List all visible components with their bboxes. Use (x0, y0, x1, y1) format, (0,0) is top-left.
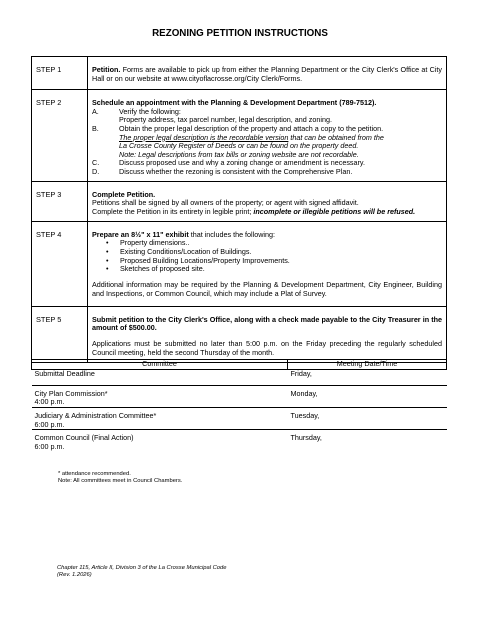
step-label: STEP 2 (32, 90, 88, 182)
meeting-time: 6:00 p.m. (34, 441, 65, 451)
committee-cell (32, 369, 288, 385)
column-header: Committee (32, 360, 288, 370)
step-body (88, 57, 447, 90)
footer (57, 565, 226, 579)
bullet-text: Existing Conditions/Location of Buildings. (120, 246, 252, 256)
bullet-text: Proposed Building Locations/Property Improvements. (120, 255, 290, 265)
date-cell: Friday, (290, 368, 312, 378)
item-detail: La Crosse County Register of Deeds or can be found on the property deed. (119, 141, 359, 151)
date-cell: Tuesday, (288, 407, 447, 429)
step-lead: Schedule an appointment with the Planning & Development Department (789-7512). (92, 98, 377, 107)
step-text: Petitions shall be signed by all owners of the property; or agent with signed affidavit. (92, 198, 359, 208)
step-text: Additional information may be required by the Planning & Development Department, City Engineer, Building and Inspections, or Common Council, which may include a Plat of Survey. (92, 279, 442, 298)
step-lead: Prepare an 8½" x 11" exhibit (92, 229, 189, 239)
step-label: STEP 1 (32, 57, 88, 90)
step-row (32, 57, 447, 90)
bullet-item (92, 265, 442, 274)
step-lead: Petition. (92, 65, 121, 74)
step-row (32, 221, 447, 306)
table-notes (58, 471, 182, 485)
step-label: STEP 3 (32, 181, 88, 221)
meeting-schedule-table (31, 359, 447, 451)
step-label: STEP 4 (32, 221, 88, 306)
code-reference: Chapter 115, Article II, Division 3 of the La Crosse Municipal Code (57, 565, 227, 571)
step-text-part: Complete the Petition in its entirety in legible print; (92, 207, 254, 217)
step-text: Forms are available to pick up from either the Planning Department or the City Clerk's Office at City Hall or on our website at www.cityoflacrosse.org/City Clerk/Forms. (92, 65, 442, 83)
item-letter: B. (92, 123, 99, 133)
bullet-text: Sketches of proposed site. (120, 264, 205, 274)
table-row (32, 430, 447, 452)
step-label: STEP 5 (32, 306, 88, 362)
page-title: REZONING PETITION INSTRUCTIONS (152, 28, 328, 39)
table-header-row (32, 360, 447, 370)
revision-note: (Rev. 1.2026) (57, 572, 92, 579)
bullet-text: Property dimensions.. (120, 238, 190, 248)
emphasis-text: The proper legal description is the recordable version (119, 132, 289, 142)
table-row (32, 407, 447, 429)
step-body (88, 221, 447, 306)
committee-cell (32, 385, 288, 407)
committee-cell (32, 430, 288, 452)
step-text: Applications must be submitted no later than 5:00 p.m. on the Friday preceding the regularly scheduled Council meeting, held the second Thursday of the month. (92, 338, 442, 357)
item-letter: C. (92, 158, 100, 168)
warning-text: incomplete or illegible petitions will be refused. (253, 207, 416, 217)
committee-name: Judiciary & Administration Committee* (34, 410, 157, 420)
step-row (32, 181, 447, 221)
attendance-note: * attendance recommended. (58, 471, 131, 477)
item-text: Discuss whether the rezoning is consistent with the Comprehensive Plan. (119, 167, 353, 177)
item-letter: D. (92, 167, 100, 177)
step-row (32, 90, 447, 182)
bullet-icon: • (106, 255, 109, 265)
step-lead: Submit petition to the City Clerk's Office, along with a check made payable to the City Treasurer in the amount of $500.00. (92, 314, 442, 333)
bullet-icon: • (106, 264, 109, 274)
meeting-time: 4:00 p.m. (34, 397, 65, 407)
meeting-time: 6:00 p.m. (34, 419, 65, 429)
steps-table (31, 56, 447, 363)
date-cell: Monday, (288, 385, 447, 407)
step-lead: Complete Petition. (92, 189, 156, 199)
item-letter: A. (92, 106, 99, 116)
step-body (88, 306, 447, 362)
committee-name: Submittal Deadline (34, 368, 95, 378)
list-item (92, 168, 442, 177)
step-row (32, 306, 447, 362)
column-header: Meeting Date/Time (288, 360, 447, 370)
step-text (92, 208, 442, 217)
item-detail-text: that can be obtained from the (288, 132, 384, 142)
item-text: Discuss proposed use and why a zoning change or amendment is necessary. (119, 158, 365, 168)
step-body (88, 181, 447, 221)
item-text: Obtain the proper legal description of the property and attach a copy to the petition. (119, 123, 384, 133)
item-detail: Property address, tax parcel number, legal description, and zoning. (119, 115, 332, 125)
bullet-icon: • (106, 246, 109, 256)
committee-name: City Plan Commission* (34, 388, 108, 398)
committee-name: Common Council (Final Action) (34, 433, 134, 443)
table-row (32, 369, 447, 385)
step-body (88, 90, 447, 182)
date-cell: Thursday, (288, 430, 447, 452)
item-note: Note: Legal descriptions from tax bills or zoning website are not recordable. (119, 149, 359, 159)
bullet-icon: • (106, 238, 109, 248)
chambers-note: Note: All committees meet in Council Chambers. (58, 478, 183, 485)
committee-cell (32, 407, 288, 429)
table-row (32, 385, 447, 407)
step-text: that includes the following: (188, 229, 276, 239)
item-text: Verify the following: (119, 106, 181, 116)
